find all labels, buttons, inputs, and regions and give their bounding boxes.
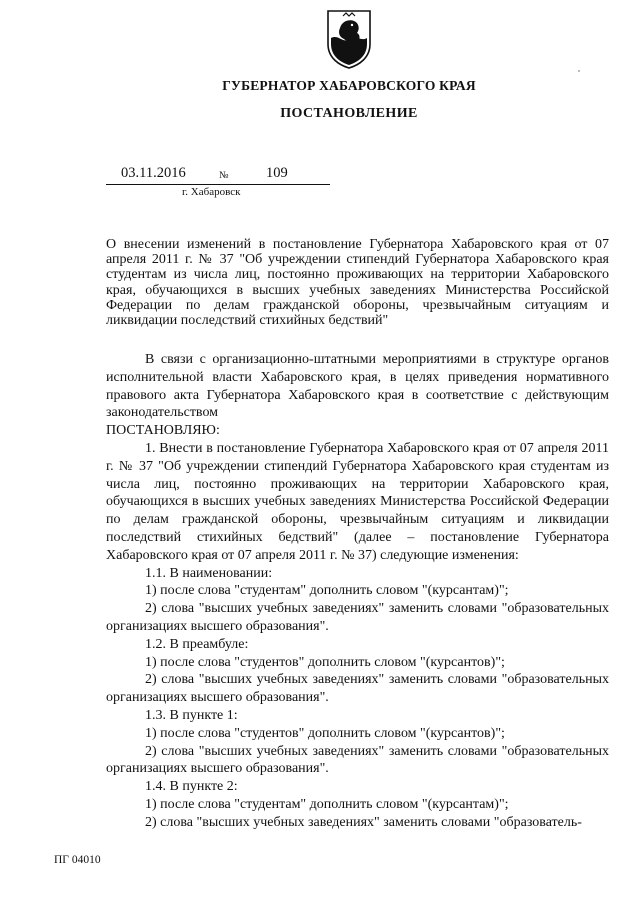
subitem-1-1: 1.1. В наименовании: (145, 565, 273, 581)
document-date: 03.11.2016 (121, 165, 186, 181)
subitem-1-1-a: 1) после слова "студентам" дополнить словом "(курсантам)"; (145, 583, 509, 599)
document-number: 109 (266, 165, 288, 181)
resolve-heading: ПОСТАНОВЛЯЮ: (106, 423, 220, 439)
subitem-1-4-a: 1) после слова "студентам" дополнить словом "(курсантам)"; (145, 796, 509, 812)
subitem-1-3: 1.3. В пункте 1: (145, 707, 238, 723)
document-type: ПОСТАНОВЛЕНИЕ (280, 106, 418, 121)
form-code: ПГ 04010 (54, 854, 101, 866)
subitem-1-3-a: 1) после слова "студентов" дополнить словом "(курсантов)"; (145, 725, 505, 741)
subitem-1-4-b: 2) слова "высших учебных заведениях" заменить словами "образователь- (145, 814, 582, 830)
preamble-paragraph: В связи с организационно-штатными мероприятиями в структуре органов исполнительной власти Хабаровского края, в целях приведения нормативного правового акта Губернатора Хабаровского края в соответствие с действующим законодательством (106, 352, 609, 421)
scan-speck (578, 70, 580, 72)
subitem-1-2-a: 1) после слова "студентов" дополнить словом "(курсантов)"; (145, 654, 505, 670)
item-1-paragraph: 1. Внести в постановление Губернатора Хабаровского края от 07 апреля 2011 г. № 37 "Об учреждении стипендий Губернатора Хабаровского края студентам из числа лиц, постоянно проживающих на территории Хабаровского края, обучающихся в высших учебных заведениях Министерства Российской Федерации по делам гражданской обороны, чрезвычайным ситуациям и ликвидации последствий стихийных бедствий" (далее – постановление Губернатора Хабаровского края от 07 апреля 2011 г. № 37) следующие изменения: (106, 440, 609, 563)
coat-of-arms-emblem (325, 8, 373, 70)
document-subject: О внесении изменений в постановление Губернатора Хабаровского края от 07 апреля 2011 г. № 37 "Об учреждении стипендий Губернатора Хабаровского края студентам из числа лиц, постоянно проживающих на территории Хабаровского края, обучающихся в высших учебных заведениях Министерства Российской Федерации по делам гражданской обороны, чрезвычайным ситуациям и ликвидации последствий стихийных бедствий" (106, 237, 609, 329)
document-body (106, 351, 609, 832)
subitem-1-3-b: 2) слова "высших учебных заведениях" заменить словами "образовательных организациях высшего образования". (106, 743, 609, 777)
subitem-1-2: 1.2. В преамбуле: (145, 636, 249, 652)
bear-eye (351, 24, 353, 26)
subitem-1-4: 1.4. В пункте 2: (145, 779, 238, 795)
subitem-1-1-b: 2) слова "высших учебных заведениях" заменить словами "образовательных организациях высшего образования". (106, 601, 609, 634)
issuer-title: ГУБЕРНАТОР ХАБАРОВСКОГО КРАЯ (222, 78, 476, 93)
subitem-1-2-b: 2) слова "высших учебных заведениях" заменить словами "образовательных организациях высшего образования". (106, 672, 609, 706)
document-city: г. Хабаровск (182, 186, 241, 198)
number-sign: № (219, 170, 229, 181)
date-number-underline (106, 184, 330, 185)
